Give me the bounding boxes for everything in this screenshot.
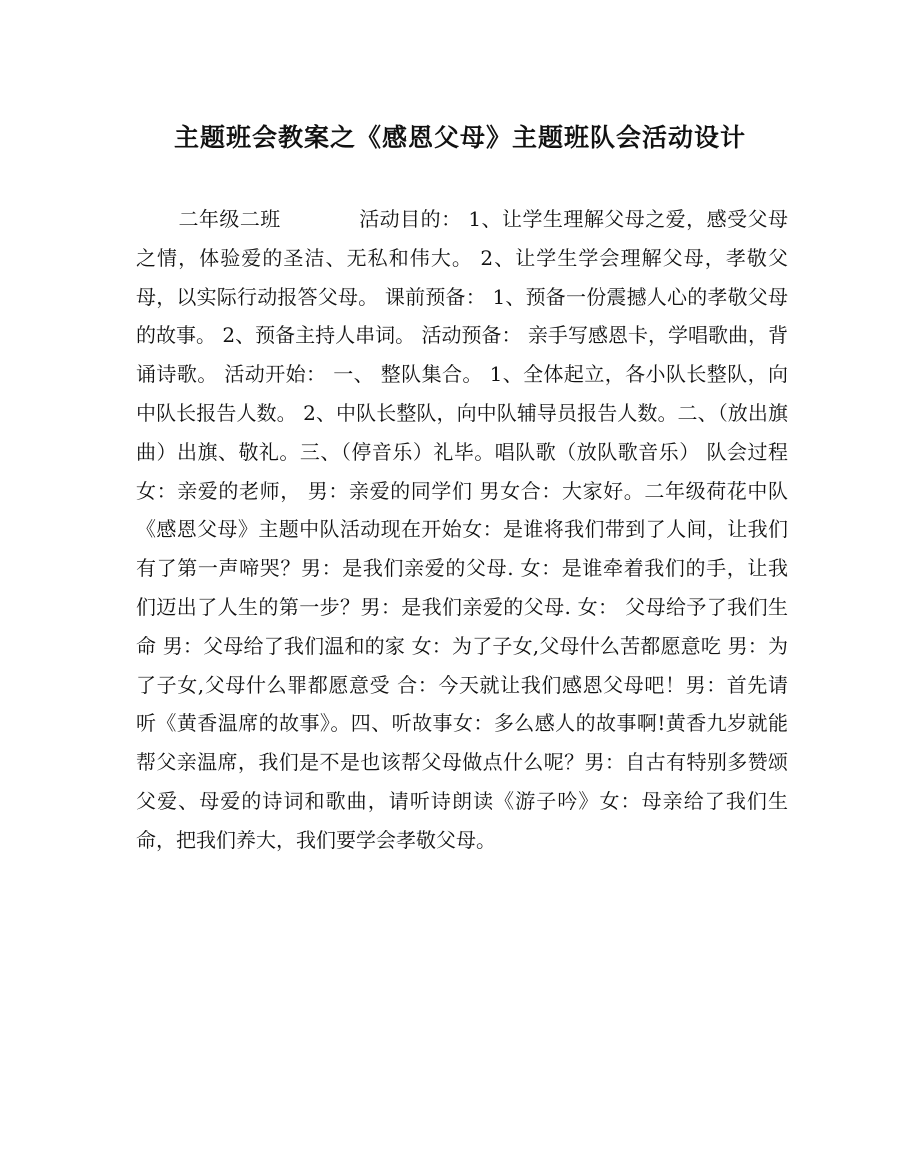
class-label: 二年级二班 — [178, 207, 281, 231]
document-title: 主题班会教案之《感恩父母》主题班队会活动设计 — [173, 123, 746, 152]
body-text: 活动目的： 1、让学生理解父母之爱，感受父母之情，体验爱的圣洁、无私和伟大。 2、让学生学会理解父母，孝敬父母，以实际行动报答父母。 课前预备： 1、预备一份震撼人心的孝敬父母的故事。 2、预备主持人串词。 活动预备： 亲手写感恩卡，学唱歌曲，背诵诗歌。 活动开始： 一、 整队集合。 1、全体起立，各小队长整队，向中队长报告人数。 2、中队长整队，向中队辅导员报告人数。二、（放出旗曲）出旗、敬礼。三、（停音乐）礼毕。唱队歌（放队歌音乐） 队会过程 女：亲爱的老师， 男：亲爱的同学们 男女合：大家好。二年级荷花中队《感恩父母》主题中队活动现在开始女：是谁将我们带到了人间，让我们有了第一声啼哭？男：是我们亲爱的父母. 女：是谁牵着我们的手，让我们迈出了人生的第一步？男：是我们亲爱的父母. 女： 父母给予了我们生命 男：父母给了我们温和的家 女：为了子女,父母什么苦都愿意吃 男：为了子女,父母什么罪都愿意受 合：今天就让我们感恩父母吧！男：首先请听《黄香温席的故事》。四、听故事女：多么感人的故事啊!黄香九岁就能帮父亲温席，我们是不是也该帮父母做点什么呢？男：自古有特别多赞颂父爱、母爱的诗词和歌曲，请听诗朗读《游子吟》女：母亲给了我们生命，把我们养大，我们要学会孝敬父母。 — [136, 207, 788, 852]
document-body — [136, 200, 788, 860]
